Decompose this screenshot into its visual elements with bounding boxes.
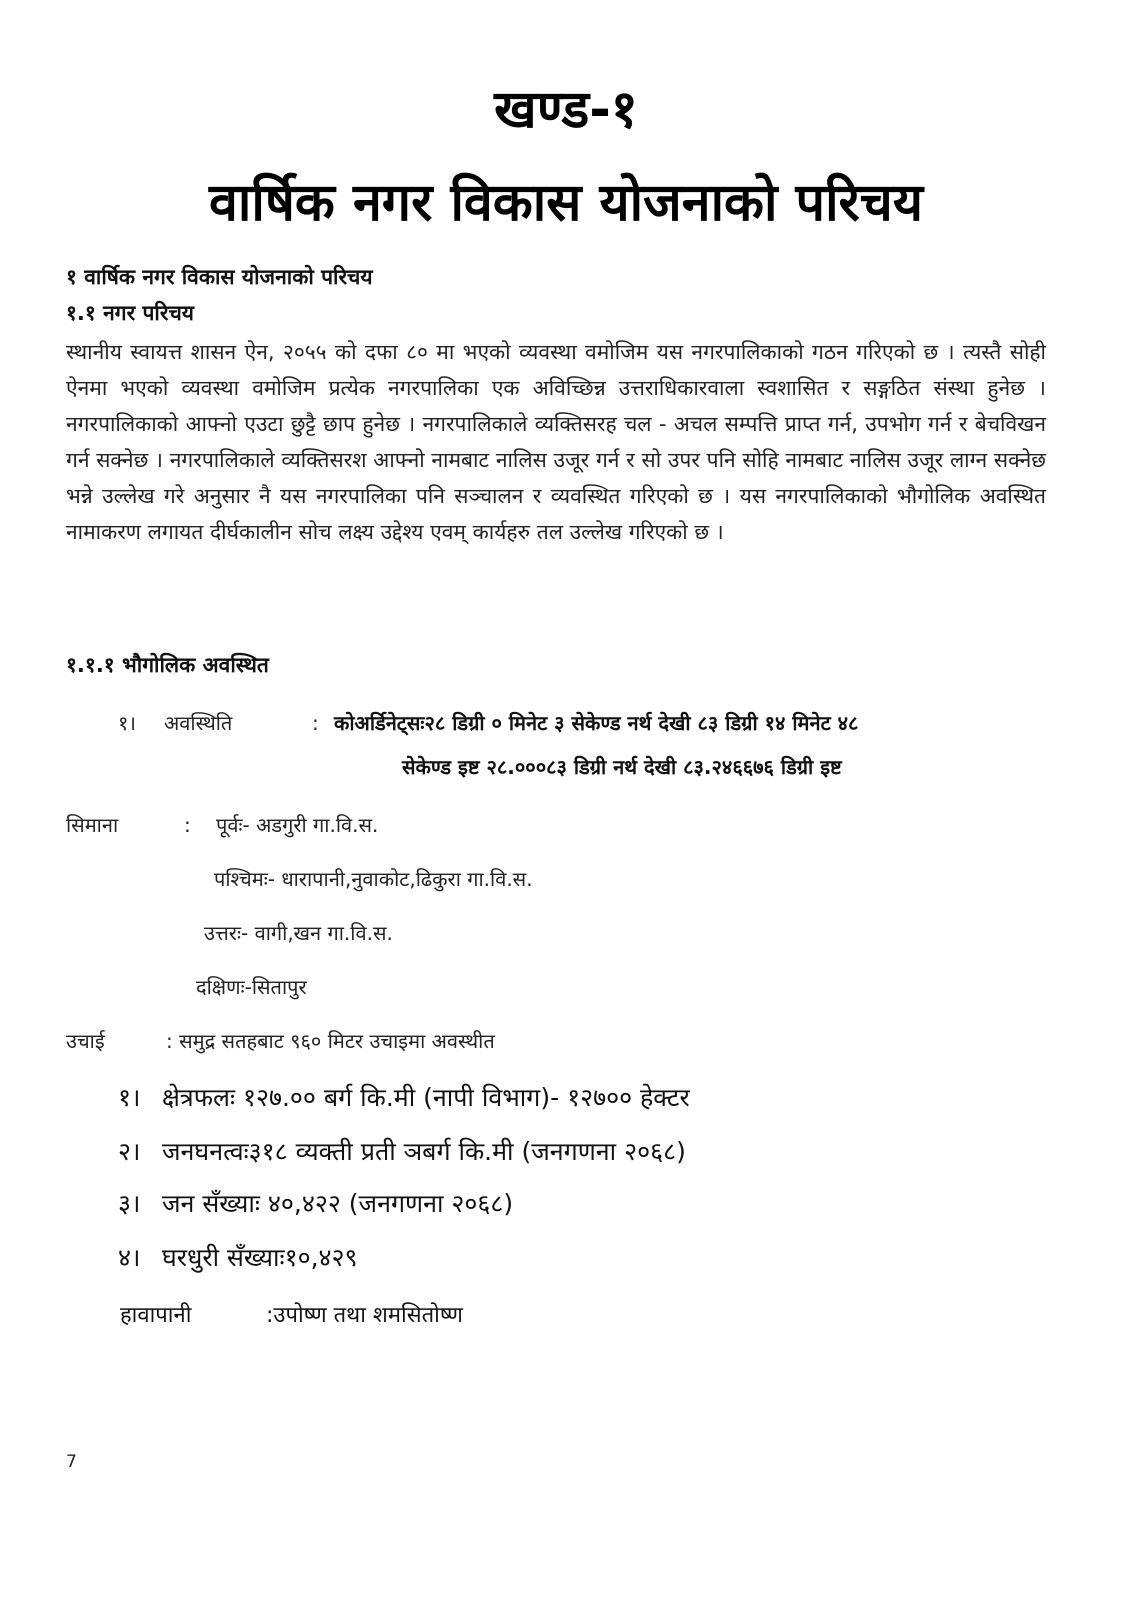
section-1-1-1-heading: १.१.१ भौगोलिक अवस्थित xyxy=(66,653,269,677)
boundary-east: पूर्वः- अडगुरी गा.वि.स. xyxy=(216,813,379,837)
stat-population: जन सँख्याः ४०,४२२ (जनगणना २०६८) xyxy=(162,1189,514,1218)
climate-value: :उपोष्ण तथा शमसितोष्ण xyxy=(266,1303,463,1328)
page-number: 7 xyxy=(66,1452,77,1472)
intro-paragraph: स्थानीय स्वायत्त शासन ऐन, २०५५ को दफा ८० मा भएको व्यवस्था वमोजिम यस नगरपालिकाको गठन गरिएको छ । त्यस्तै सोही ऐनमा भएको व्यवस्था वमोजिम प्रत्येक नगरपालिका एक अविच्छिन्न उत्तराधिकारवाला स्वशासित र सङ्गठित संस्था हुनेछ । नगरपालिकाको आफ्नो एउटा छुट्टै छाप हुनेछ । नगरपालिकाले व्यक्तिसरह चल - अचल सम्पत्ति प्राप्त गर्न, उपभोग गर्न र बेचविखन गर्न सक्नेछ । नगरपालिकाले व्यक्तिसरश आफ्नो नामबाट नालिस उजूर गर्न र सो उपर पनि सोहि नामबाट नालिस उजूर लाग्न सक्नेछ भन्ने उल्लेख गरे अनुसार नै यस नगरपालिका पनि सञ्चालन र व्यवस्थित गरिएको छ । यस नगरपालिकाको भौगोलिक अवस्थित नामाकरण लगायत दीर्घकालीन सोच लक्ष्य उद्देश्य एवम् कार्यहरु तल उल्लेख गरिएको छ । xyxy=(66,340,1046,544)
stat-households: घरधुरी सँख्याः१०,४२९ xyxy=(162,1243,358,1272)
stat-area-number: १। xyxy=(118,1083,141,1112)
stat-area: क्षेत्रफलः १२७.०० बर्ग कि.मी (नापी विभाग)- १२७०० हेक्टर xyxy=(162,1083,690,1112)
location-number: १। xyxy=(118,711,136,735)
boundary-north: उत्तरः- वागी,खन गा.वि.स. xyxy=(204,921,393,945)
part-title: खण्ड-१ xyxy=(494,80,638,140)
location-colon: : xyxy=(312,711,319,735)
boundary-west: पश्चिमः- धारापानी,नुवाकोट,ढिकुरा गा.वि.स. xyxy=(214,867,533,891)
stat-households-number: ४। xyxy=(118,1243,141,1272)
section-1-1-heading: १.१ नगर परिचय xyxy=(66,301,194,325)
climate-label: हावापानी xyxy=(120,1303,192,1328)
altitude-label: उचाई xyxy=(66,1029,105,1053)
location-coordinates-line1: कोअर्डिनेट्सः२८ डिग्री ० मिनेट ३ सेकेण्ड नर्थ देखी ८३ डिग्री १४ मिनेट ४८ xyxy=(334,711,859,735)
location-coordinates-line2: सेकेण्ड इष्ट २८.०००८३ डिग्री नर्थ देखी ८३.२४६६७६ डिग्री इष्ट xyxy=(402,755,842,779)
stat-density-number: २। xyxy=(118,1137,141,1166)
stat-density: जनघनत्वः३१८ व्यक्ती प्रती ञबर्ग कि.मी (जनगणना २०६८) xyxy=(162,1137,686,1166)
altitude-value: : समुद्र सतहबाट ९६० मिटर उचाइमा अवस्थीत xyxy=(166,1029,495,1053)
section-1-heading: १ वार्षिक नगर विकास योजनाको परिचय xyxy=(66,265,373,289)
document-title: वार्षिक नगर विकास योजनाको परिचय xyxy=(209,173,923,233)
boundary-south: दक्षिणः-सितापुर xyxy=(196,975,307,999)
stat-population-number: ३। xyxy=(118,1189,141,1218)
boundary-label: सिमाना xyxy=(66,813,119,837)
boundary-colon: : xyxy=(184,813,191,837)
location-label: अवस्थिति xyxy=(164,711,233,735)
